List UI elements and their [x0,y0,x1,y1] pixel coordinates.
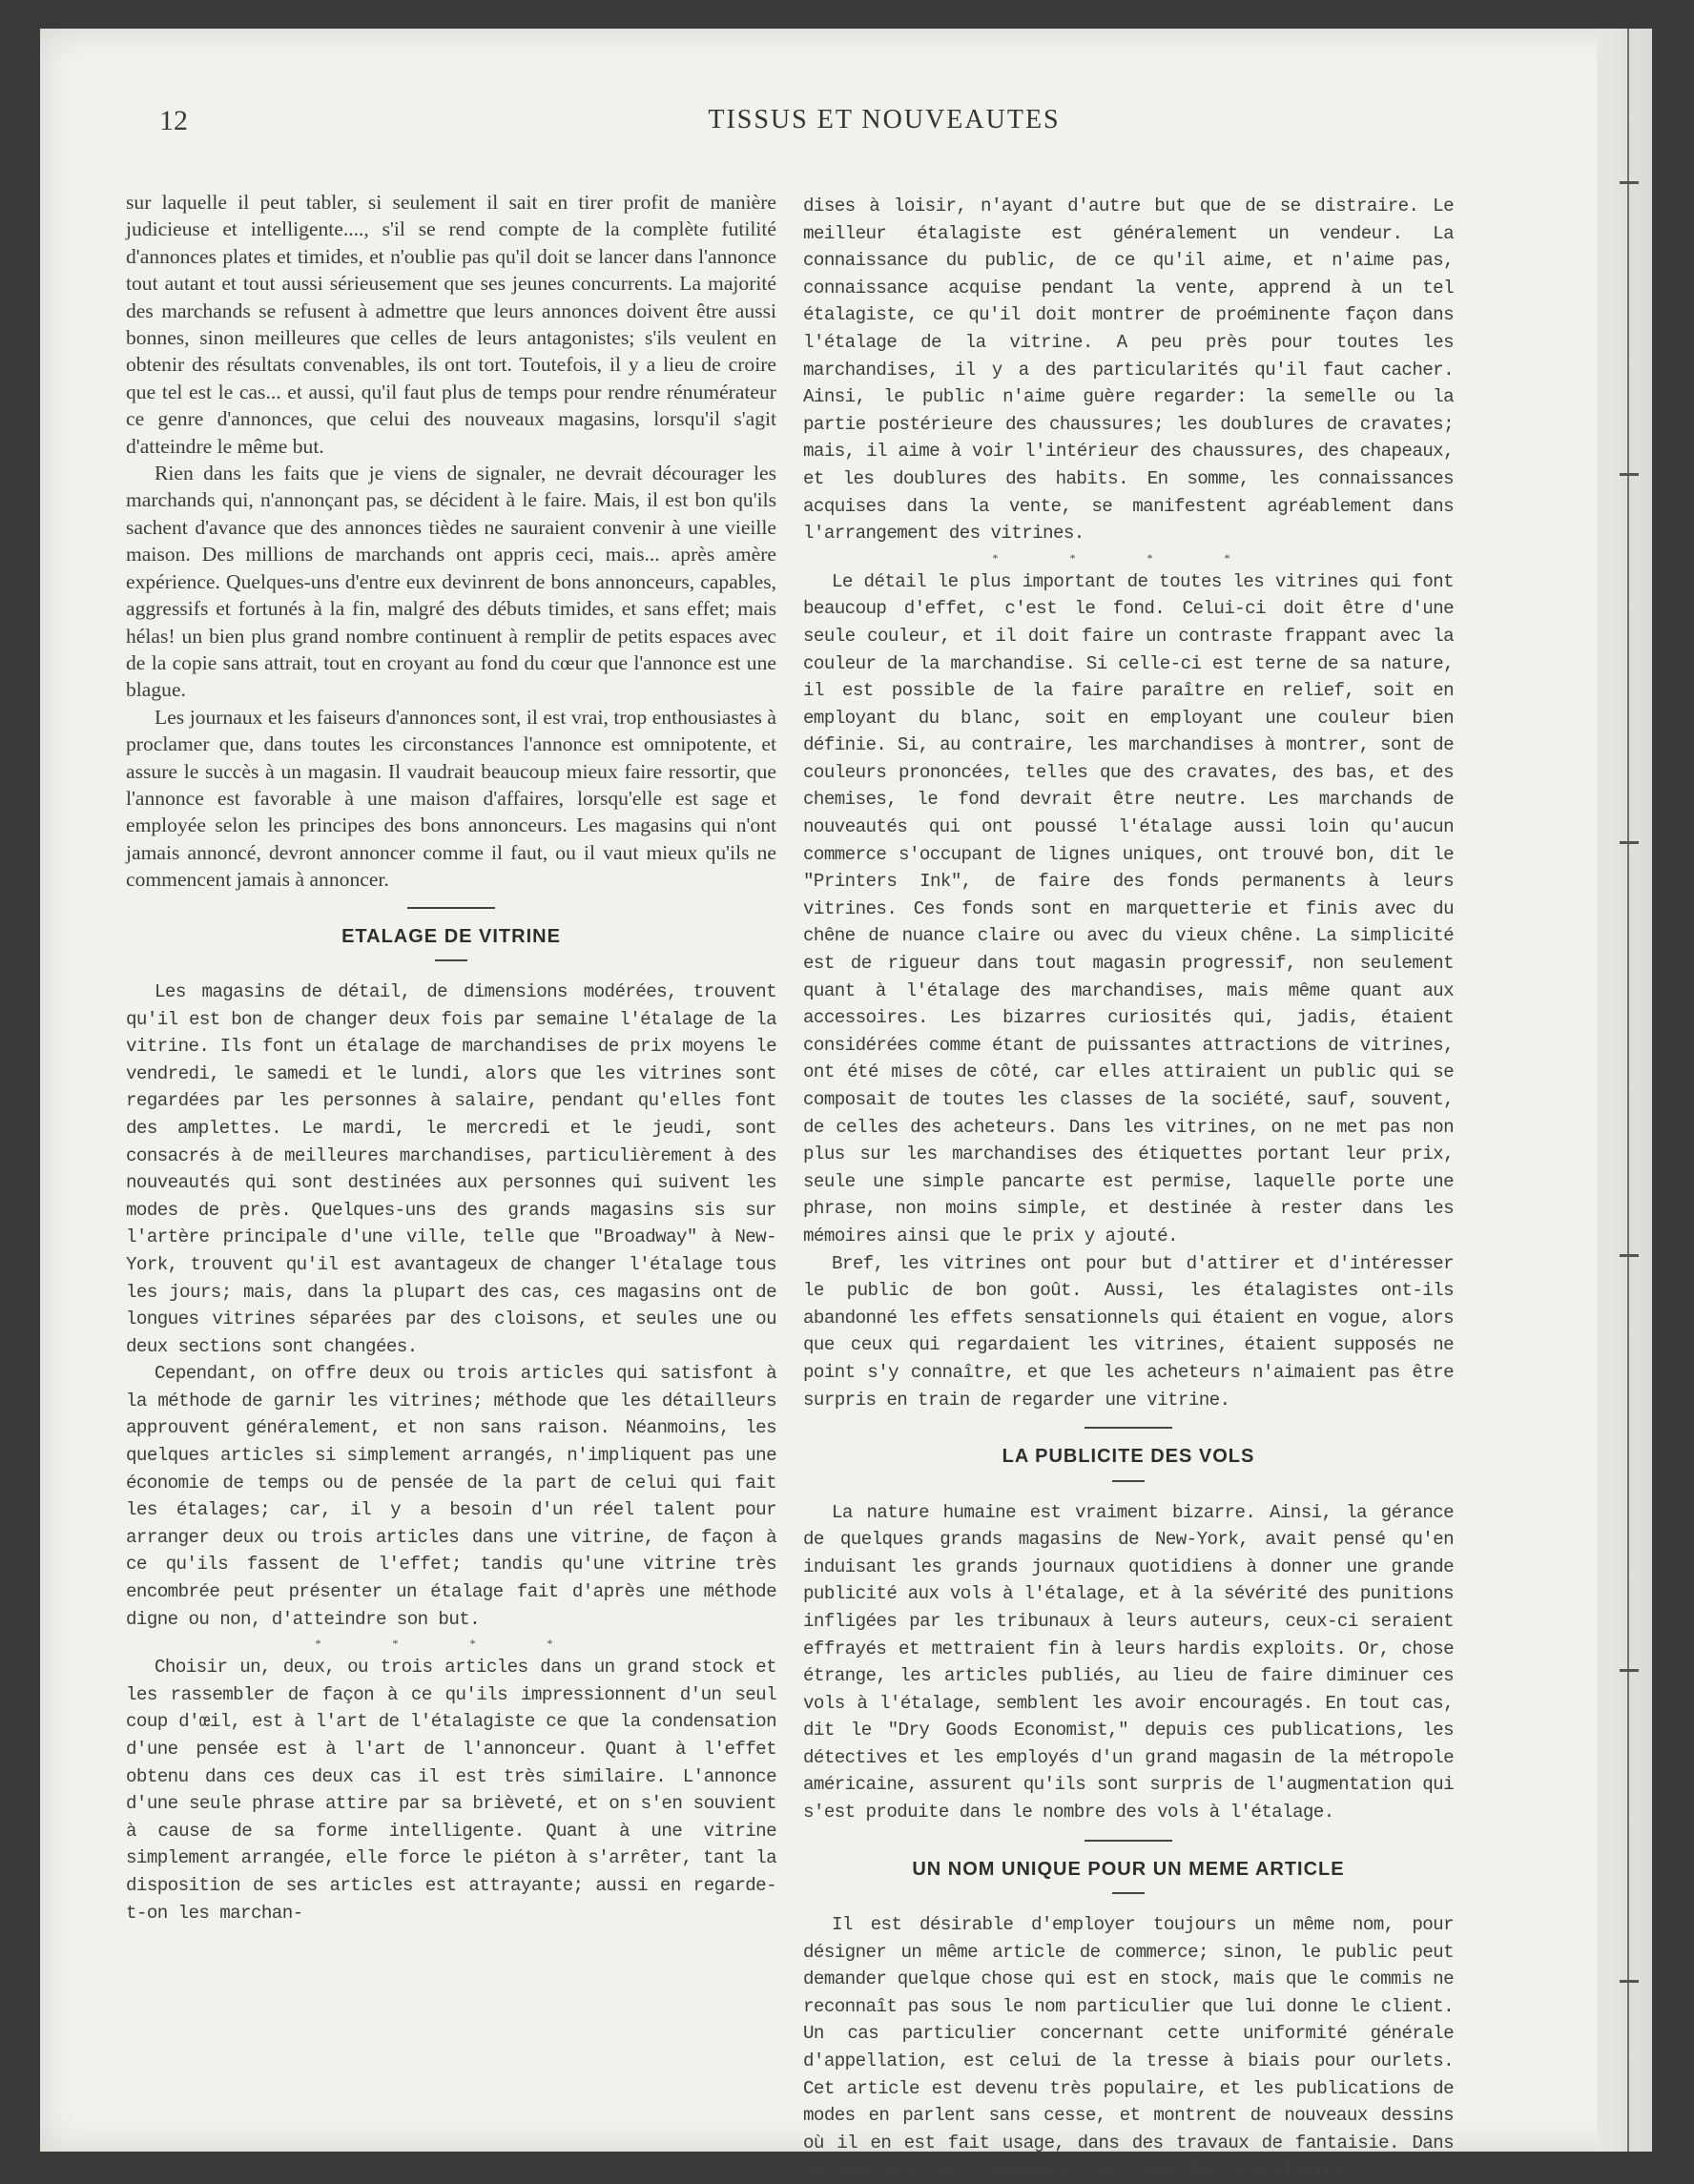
section-separator: * * * * [992,550,1265,565]
heading-un-nom-unique: UN NOM UNIQUE POUR UN MEME ARTICLE [912,1858,1345,1880]
right-column [803,193,1454,2184]
journal-title: TISSUS ET NOUVEAUTES [708,105,1061,134]
page-number: 12 [159,105,188,136]
edge-mark [1620,1669,1639,1672]
divider [1112,1480,1145,1482]
edge-mark [1620,473,1639,476]
section-separator: * * * * [315,1637,588,1651]
page-header [159,105,1609,155]
divider [407,907,495,909]
paragraph: Il est désirable d'employer toujours un même nom, pour désigner un même article de commerce; sinon, le public peut demander quelque chose qui est en stock, mais que le commis ne reconnaît pas sous le nom particulier que lui donne le client. Un cas particulier concernant cette uniformité générale d'appellation, est celui de la tresse à biais pour ourlets. Cet article est devenu très populaire, et les publications de modes en parlent sans cesse, et montrent de nouveaux dessins où il en est fait usage, dans des travaux de fantaisie. Dans de nombreux cas, cependant, on donne des appellations [803,1914,1454,2181]
divider [1112,1892,1145,1894]
heading-la-publicite-des-vols: LA PUBLICITE DES VOLS [1002,1446,1255,1468]
edge-mark [1620,181,1639,184]
paragraph: Les journaux et les faiseurs d'annonces sont, il est vrai, trop enthousiastes à proclamer que, dans toutes les circonstances l'annonce est omnipotente, et assure le succès à un magasin. Il vaudrait beaucoup mieux faire ressortir, que l'annonce est favorable à une maison d'affaires, lorsqu'elle est sage et employée selon les principes des bons annonceurs. Les magasins qui n'ont jamais annoncé, devront annoncer comme il faut, ou il vaut mieux qu'ils ne commencent jamais à annoncer. [126,705,776,892]
edge-mark [1620,841,1639,844]
divider [1085,1840,1172,1842]
page-edge [1597,29,1652,2152]
left-column [126,189,776,1926]
paragraph: La nature humaine est vraiment bizarre. Ainsi, la gérance de quelques grands magasins de New-York, avait pensé qu'en induisant les grands journaux quotidiens à donner une grande publicité aux vols à l'étalage, et à la sévérité des punitions infligées par les tribunaux à leurs auteurs, ceux-ci seraient effrayés et mettraient fin à leurs hardis exploits. Or, chose étrange, les articles publiés, au lieu de faire diminuer ces vols à l'étalage, semblent les avoir encouragés. En tout cas, dit le "Dry Goods Economist," depuis ces publications, les détectives et les employés d'un grand magasin de la métropole américaine, assurent qu'ils sont surpris de l'augmentation qui s'est produite dans le nombre des vols à l'étalage. [803,1501,1454,1823]
section-heading [803,1840,1454,1894]
paragraph: Le détail le plus important de toutes les vitrines qui font beaucoup d'effet, c'est le fond. Celui-ci doit être d'une seule couleur, et il doit faire un contraste frappant avec la couleur de la marchandise. Si celle-ci est terne de sa nature, il est possible de la faire paraître en relief, soit en employant du blanc, soit en employant une couleur bien définie. Si, au contraire, les marchandises à montrer, sont de couleurs prononcées, telles que des cravates, des bas, et des chemises, le fond devrait être neutre. Les marchands de nouveautés qui ont poussé l'étalage aussi loin qu'aucun commerce s'occupant de lignes uniques, ont trouvé bon, dit le "Printers Ink", de faire des fonds permanents à leurs vitrines. Ces fonds sont en marquetterie et finis avec du chêne de nuance claire ou avec du vieux chêne. La simplicité est de rigueur dans tout magasin progressif, non seulement quant à l'étalage des marchandises, mais même quant aux accessoires. Les bizarres curiosités qui, jadis, étaient considérées comme étant de puissantes attractions de vitrines, ont été mises de côté, car elles attiraient un public qui se composait de toutes les classes de la société, sauf, souvent, de celles des acheteurs. Dans les vitrines, on ne met pas non plus sur les marchandises des étiquettes portant leur prix, seule une simple pancarte est permise, laquelle porte une phrase, non moins simple, et destinée à rester dans les mémoires ainsi que le prix y ajouté. [803,570,1454,1247]
paragraph: Cependant, on offre deux ou trois articles qui satisfont à la méthode de garnir les vitrines; méthode que les détailleurs approuvent généralement, et non sans raison. Néanmoins, les quelques articles si simplement arrangés, n'impliquent pas une économie de temps ou de pensée de la part de celui qui fait les étalages; car, il y a besoin d'un réel talent pour arranger deux ou trois articles dans une vitrine, de façon à ce qu'ils fassent de l'effet; tandis qu'une vitrine très encombrée peut présenter un étalage fait d'après une méthode digne ou non, d'atteindre son but. [126,1363,776,1630]
section-heading [803,1427,1454,1481]
newspaper-page [40,29,1652,2181]
paragraph: Choisir un, deux, ou trois articles dans un grand stock et les rassembler de façon à ce qu'ils impressionnent d'un seul coup d'œil, est à l'art de l'étalagiste ce que la condensation d'une pensée est à l'art de l'annonceur. Quant à l'effet obtenu dans ces deux cas il est très similaire. L'annonce d'une seule phrase attire par sa brièveté, et on s'en souvient à cause de sa forme intelligente. Quant à une vitrine simplement arrangée, elle force le piéton à s'arrêter, tant la disposition de ses articles est attrayante; aussi en regarde-t-on les marchan- [126,1657,776,1924]
paragraph: Bref, les vitrines ont pour but d'attirer et d'intéresser le public de bon goût. Aussi, les étalagistes ont-ils abandonné les effets sensationnels qui étaient en vogue, alors que ceux qui regardaient les vitrines, étaient supposés ne point s'y connaître, et que les acheteurs n'aimaient pas être surpris en train de regarder une vitrine. [803,1252,1454,1411]
paragraph: Les magasins de détail, de dimensions modérées, trouvent qu'il est bon de changer deux fois par semaine l'étalage de la vitrine. Ils font un étalage de marchandises de prix moyens le vendredi, le samedi et le lundi, alors que les vitrines sont regardées par les personnes à salaire, pendant qu'elles font des amplettes. Le mardi, le mercredi et le jeudi, sont consacrés à de meilleures marchandises, particulièrement à des nouveautés qui sont destinées aux personnes qui suivent les modes de près. Quelques-uns des grands magasins sis sur l'artère principale d'une ville, telle que "Broadway" à New-York, trouvent qu'il est avantageux de changer l'étalage tous les jours; mais, dans la plupart des cas, ces magasins ont de longues vitrines séparées par des cloisons, et seules une ou deux sections sont changées. [126,980,776,1357]
paragraph: sur laquelle il peut tabler, si seulement il sait en tirer profit de manière judicieuse et intelligente...., s'il se rend compte de la complète futilité d'annonces plates et timides, et n'oublie pas qu'il doit se lancer dans l'annonce tout autant et tout aussi sérieusement que ses jeunes concurrents. La majorité des marchands se refusent à admettre que leurs annonces doivent être aussi bonnes, sinon meilleures que celles de leurs antagonistes; s'ils veulent en obtenir des résultats convenables, ils ont tort. Toutefois, il y a lieu de croire que tel est le cas... et aussi, qu'il faut plus de temps pour rendre rénumérateur ce genre d'annonces, que celui des nouveaux magasins, lorsqu'il s'agit d'atteindre le même but. [126,191,776,458]
paragraph: Rien dans les faits que je viens de signaler, ne devrait décourager les marchands qui, n'annonçant pas, se décident à le faire. Mais, il est bon qu'ils sachent d'avance que des annonces tièdes ne sauraient convenir à une vieille maison. Des millions de marchands ont appris ceci, mais... après amère expérience. Quelques-uns d'entre eux devinrent de bons annonceurs, capables, aggressifs et fortunés à la fin, malgré des débuts timides, et sans effet; mais hélas! un bien plus grand nombre continuent à remplir de petits espaces avec de la copie sans attrait, tout en croyant au fond du cœur que l'annonce est une blague. [126,462,776,702]
divider [1085,1427,1172,1429]
edge-mark [1620,1254,1639,1257]
paragraph: dises à loisir, n'ayant d'autre but que de se distraire. Le meilleur étalagiste est généralement un vendeur. La connaissance du public, de ce qu'il aime, et n'aime pas, connaissance acquise pendant la vente, apprend à un tel étalagiste, ce qu'il doit montrer de proéminente façon dans l'étalage de la vitrine. A peu près pour toutes les marchandises, il y a des particularités qu'il faut cacher. Ainsi, le public n'aime guère regarder: la semelle ou la partie postérieure des chaussures; les doublures de cravates; mais, il aime à voir l'intérieur des chaussures, des chapeaux, et les doublures des habits. En somme, les connaissances acquises dans la vente, se manifestent agréablement dans l'arrangement des vitrines. [803,196,1454,545]
heading-etalage-de-vitrine: ETALAGE DE VITRINE [341,925,561,947]
section-heading [126,907,776,961]
divider [435,959,467,961]
edge-mark [1620,1980,1639,1983]
binding-line [1627,29,1629,2152]
